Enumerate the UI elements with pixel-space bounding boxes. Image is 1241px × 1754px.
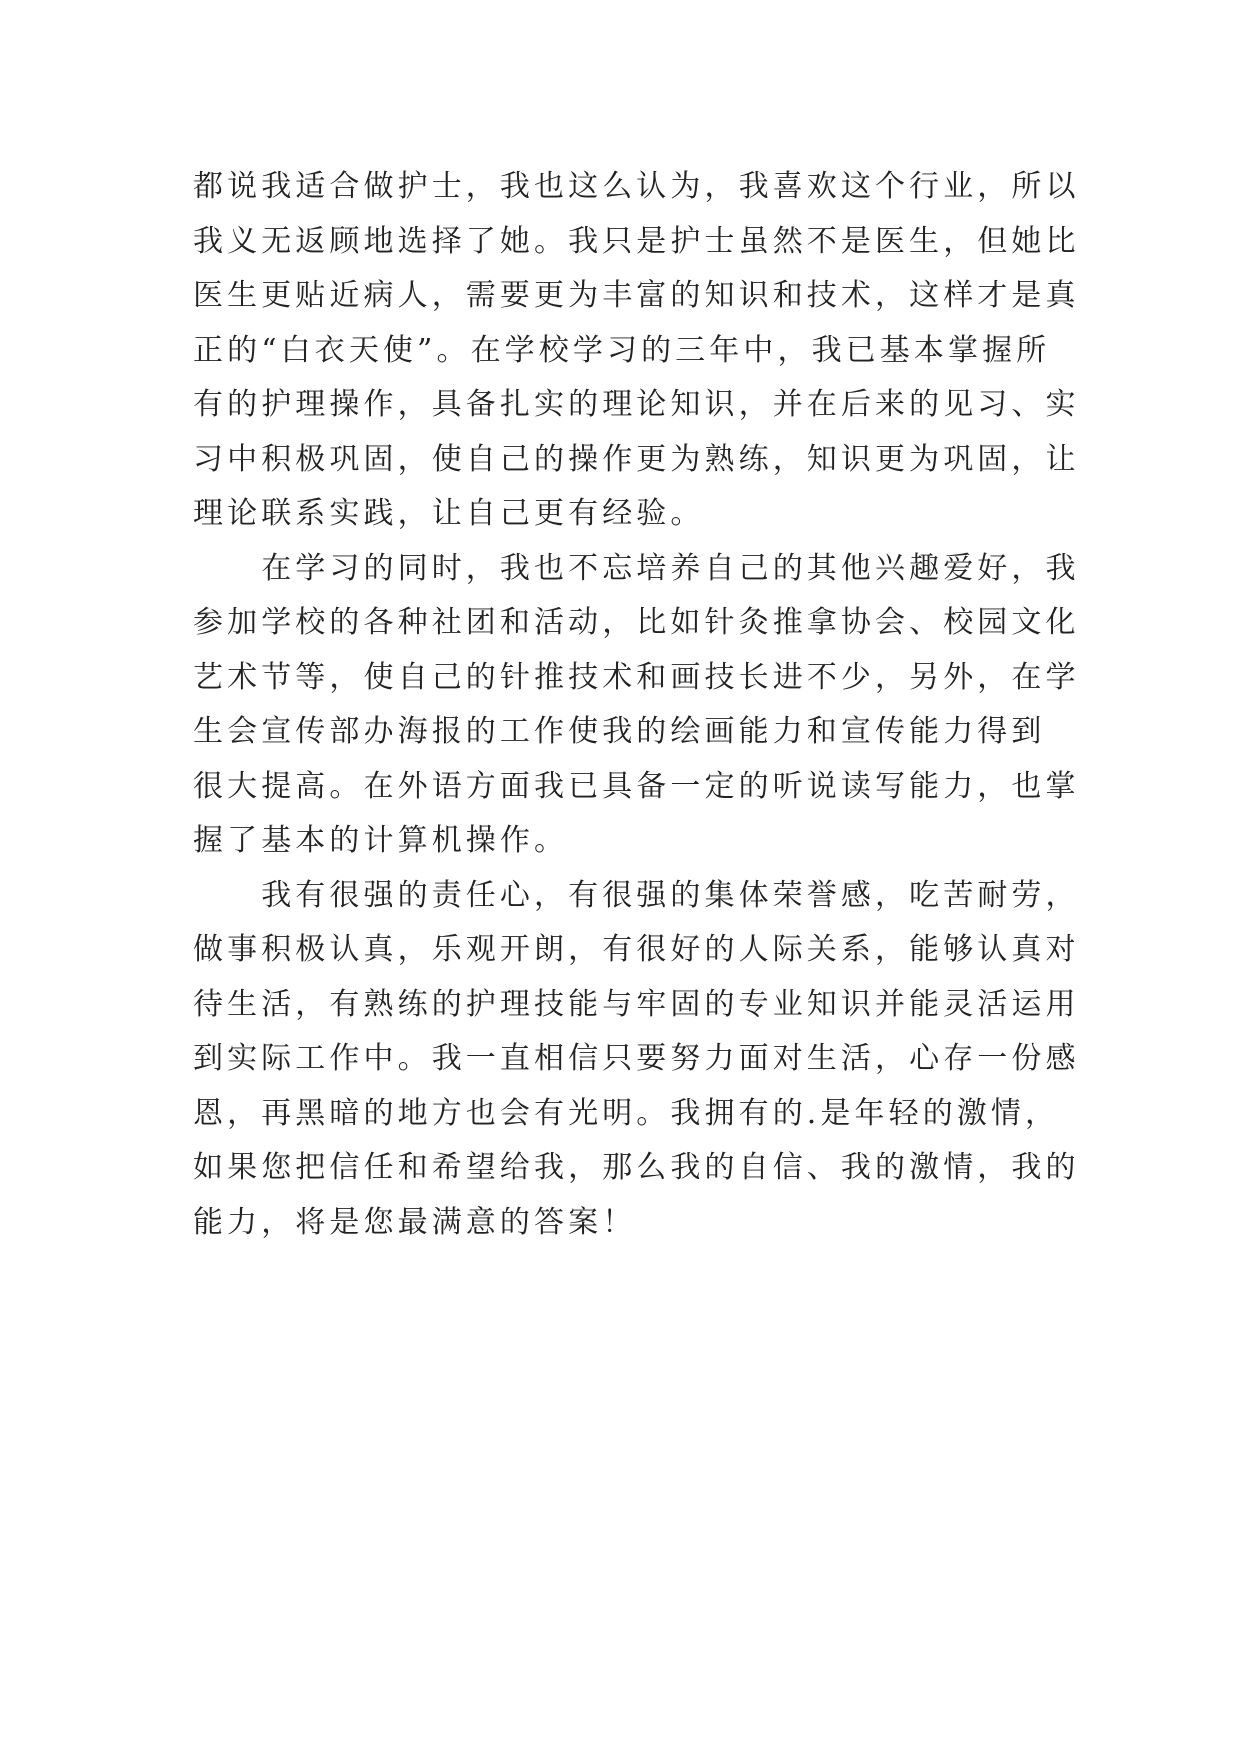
text-line: 待生活，有熟练的护理技能与牢固的专业知识并能灵活运用 [193, 986, 1080, 1022]
text-line: 如果您把信任和希望给我，那么我的自信、我的激情，我的 [193, 1150, 1080, 1185]
text-line: 生会宣传部办海报的工作使我的绘画能力和宣传能力得到 [193, 714, 1046, 749]
text-line: 医生更贴近病人，需要更为丰富的知识和技术，这样才是真 [193, 278, 1080, 313]
text-line: 正的“白衣天使”。在学校学习的三年中，我已基本掌握所 [193, 332, 1051, 368]
text-line: 都说我适合做护士，我也这么认为，我喜欢这个行业，所以 [193, 169, 1080, 204]
text-line: 很大提高。在外语方面我已具备一定的听说读写能力，也掌 [193, 768, 1080, 804]
text-line: 能力，将是您最满意的答案！ [193, 1204, 637, 1240]
text-line: 理论联系实践，让自己更有经验。 [193, 496, 705, 531]
text-line: 参加学校的各种社团和活动，比如针灸推拿协会、校园文化 [193, 605, 1080, 640]
text-line: 到实际工作中。我一直相信只要努力面对生活，心存一份感 [193, 1041, 1080, 1076]
text-line: 有的护理操作，具备扎实的理论知识，并在后来的见习、实 [193, 387, 1080, 422]
text-line: 艺术节等，使自己的针推技术和画技长进不少，另外，在学 [193, 659, 1080, 695]
text-line: 习中积极巩固，使自己的操作更为熟练，知识更为巩固，让 [193, 441, 1080, 477]
text-line: 我义无返顾地选择了她。我只是护士虽然不是医生，但她比 [193, 223, 1080, 259]
text-line: 我有很强的责任心，有很强的集体荣誉感，吃苦耐劳， [193, 877, 1080, 913]
text-line: 恩，再黑暗的地方也会有光明。我拥有的.是年轻的激情， [193, 1095, 1060, 1131]
text-line: 握了基本的计算机操作。 [193, 823, 569, 858]
body-text [193, 160, 1080, 1250]
text-line: 在学习的同时，我也不忘培养自己的其他兴趣爱好，我 [193, 550, 1080, 586]
text-line: 做事积极认真，乐观开朗，有很好的人际关系，能够认真对 [193, 932, 1080, 967]
